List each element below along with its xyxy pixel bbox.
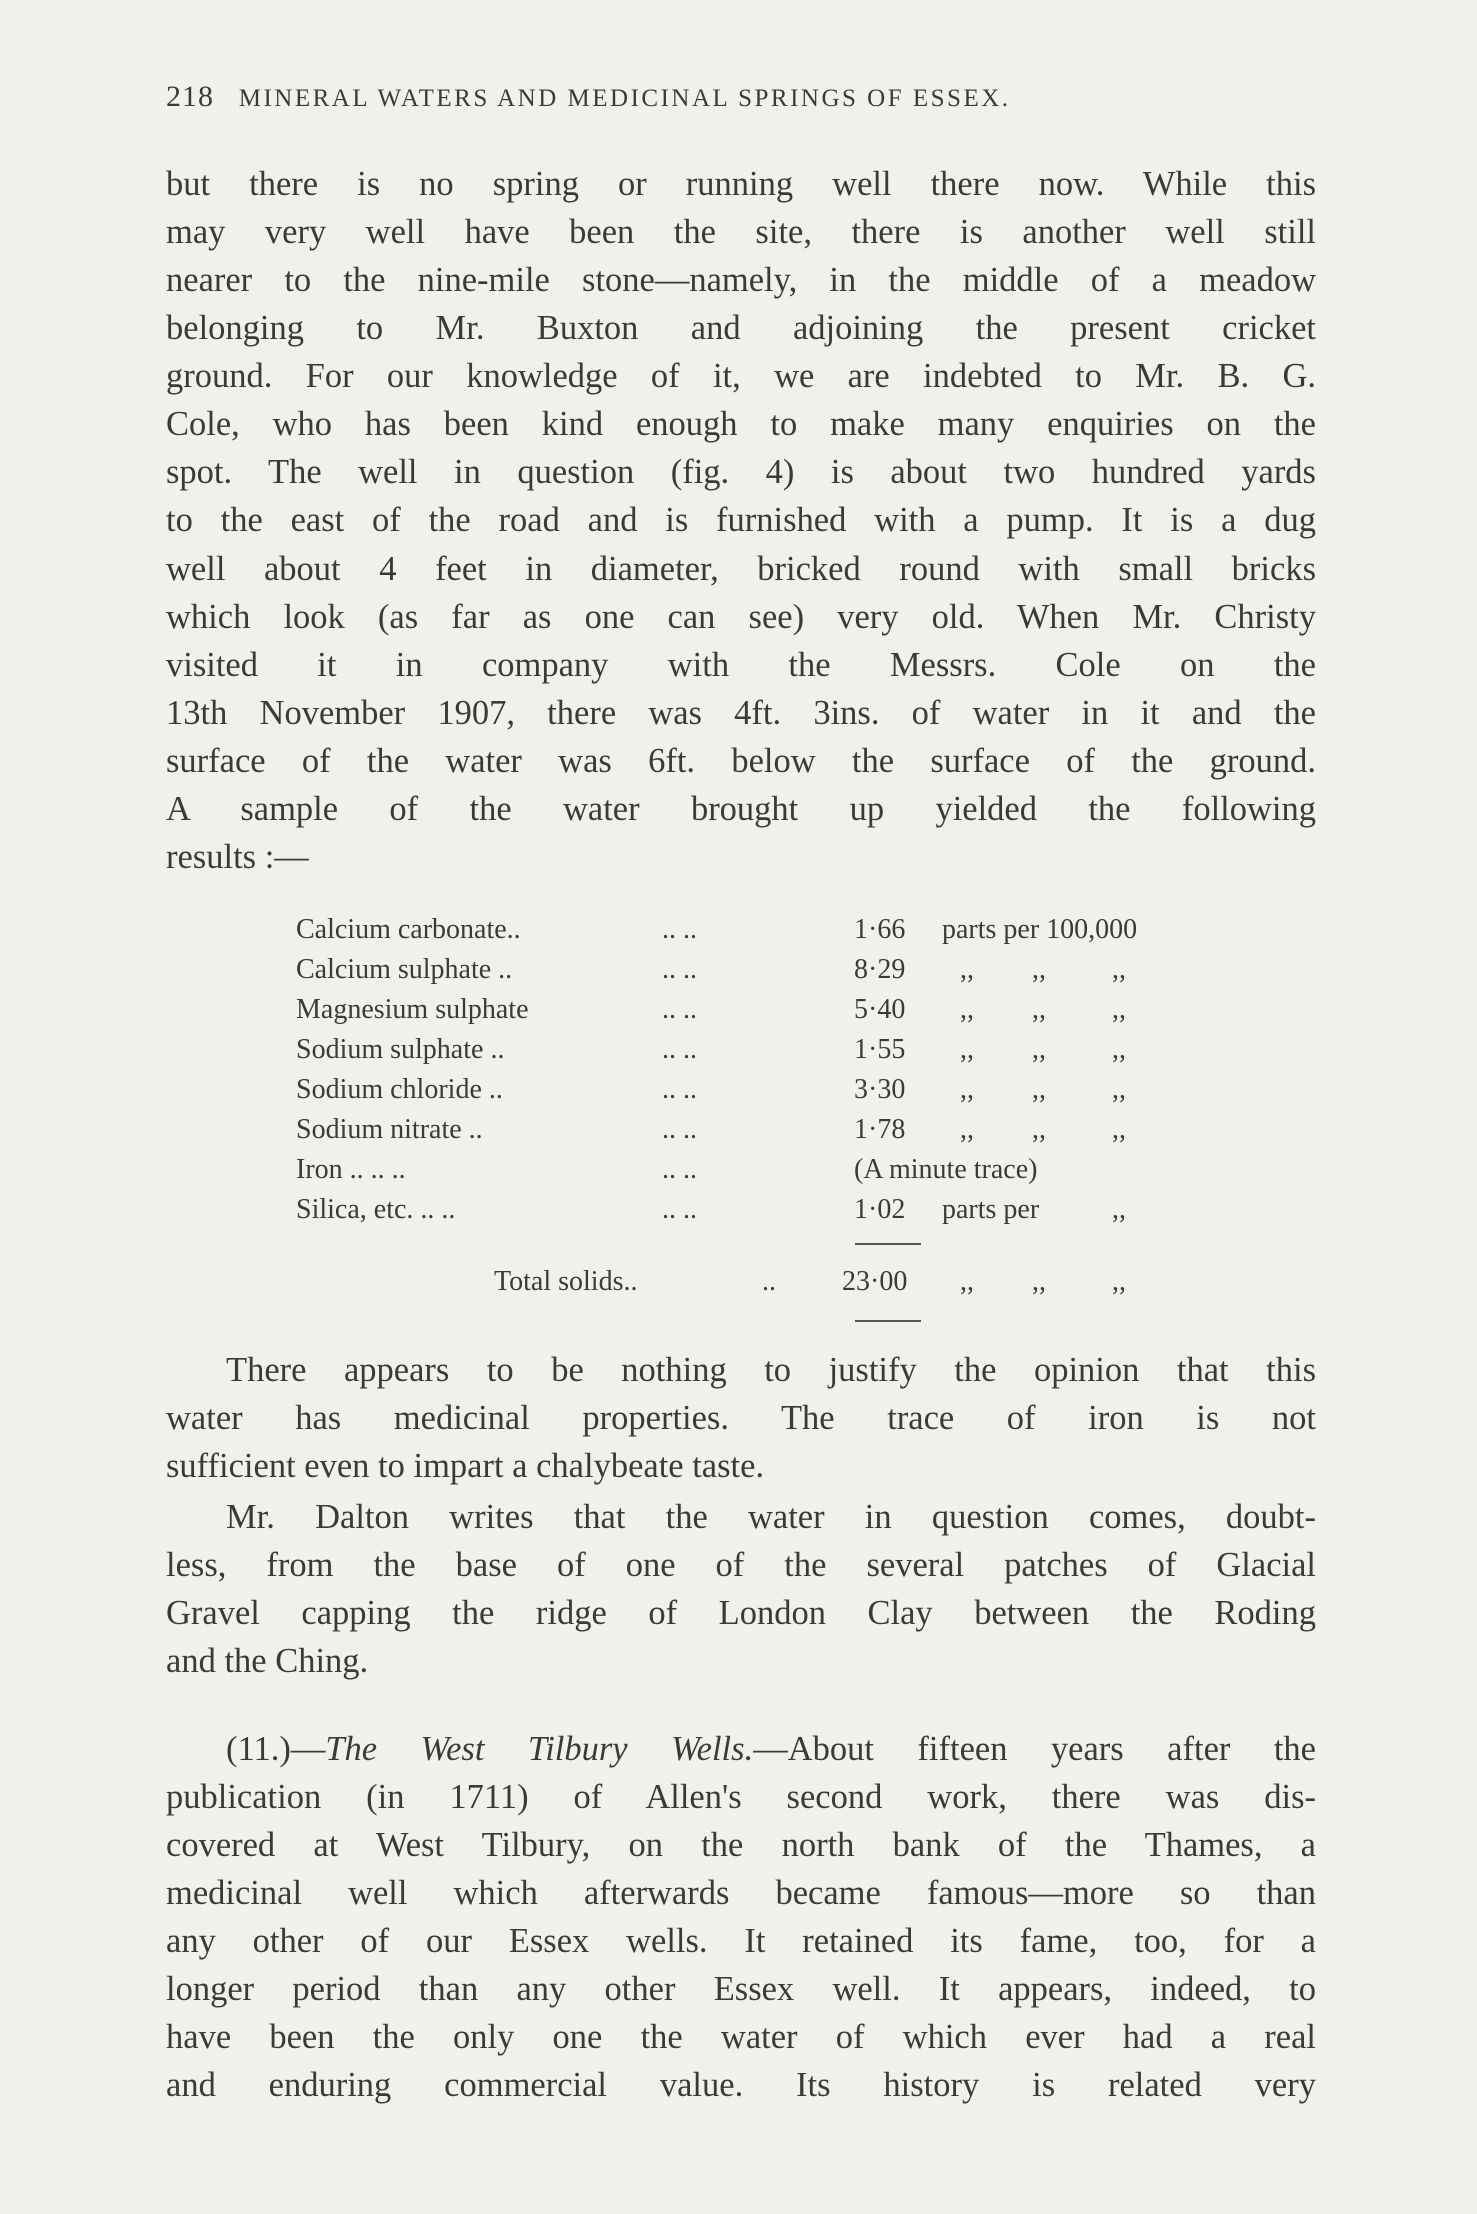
leader-dots: .. .. xyxy=(662,1114,697,1145)
ditto-mark: ,, xyxy=(960,994,974,1025)
running-title: MINERAL WATERS AND MEDICINAL SPRINGS OF ESSEX. xyxy=(238,85,1011,112)
ditto-mark: ,, xyxy=(1032,1114,1046,1145)
sum-rule xyxy=(855,1243,921,1245)
text-line: to the east of the road and is furnished with a pump. It is a dug xyxy=(166,501,1316,539)
ditto-mark: ,, xyxy=(1032,954,1046,985)
page-number: 218 xyxy=(166,80,214,113)
constituent-value: 1·66 xyxy=(854,914,906,945)
text-line: results :— xyxy=(166,838,309,876)
unit-label: parts per 100,000 xyxy=(942,914,1138,945)
text-run: —About fifteen years after the xyxy=(753,1730,1316,1768)
text-line: sufficient even to impart a chalybeate taste. xyxy=(166,1447,765,1485)
section-number: (11.)— xyxy=(226,1730,326,1768)
ditto-mark: ,, xyxy=(1032,1034,1046,1065)
text-line: A sample of the water brought up yielded the following xyxy=(166,790,1316,828)
section-heading-line xyxy=(226,1725,1316,1773)
constituent-name: Silica, etc. .. .. xyxy=(296,1194,456,1225)
text-line: medicinal well which afterwards became famous—more so than xyxy=(166,1874,1316,1912)
constituent-value: 5·40 xyxy=(854,994,906,1025)
running-head xyxy=(166,80,1316,114)
constituent-name: Calcium sulphate .. xyxy=(296,954,513,985)
ditto-mark: ,, xyxy=(960,1074,974,1105)
constituent-value: 3·30 xyxy=(854,1074,906,1105)
ditto-mark: ,, xyxy=(1112,954,1126,985)
leader-dots: .. .. xyxy=(662,1194,697,1225)
text-line: well about 4 feet in diameter, bricked round with small bricks xyxy=(166,550,1316,588)
leader-dots: .. .. xyxy=(662,954,697,985)
constituent-value: 1·78 xyxy=(854,1114,906,1145)
constituent-name: Sodium chloride .. xyxy=(296,1074,503,1105)
constituent-name: Iron .. .. .. xyxy=(296,1154,406,1185)
text-line: ground. For our knowledge of it, we are indebted to Mr. B. G. xyxy=(166,357,1316,395)
leader-dots: .. .. xyxy=(662,1074,697,1105)
ditto-mark: ,, xyxy=(960,1034,974,1065)
ditto-mark: ,, xyxy=(1112,1034,1126,1065)
ditto-mark: ,, xyxy=(1112,1194,1126,1225)
constituent-name: Sodium nitrate .. xyxy=(296,1114,483,1145)
unit-label: parts per xyxy=(942,1194,1040,1225)
text-line: nearer to the nine-mile stone—namely, in the middle of a meadow xyxy=(166,261,1316,299)
text-line: 13th November 1907, there was 4ft. 3ins. of water in it and the xyxy=(166,694,1316,732)
leader-dots: .. .. xyxy=(662,914,697,945)
total-label: Total solids.. xyxy=(494,1266,638,1297)
leader-dots: .. .. xyxy=(662,1154,697,1185)
text-line: have been the only one the water of which ever had a real xyxy=(166,2018,1316,2056)
ditto-mark: ,, xyxy=(1112,1266,1126,1297)
text-line: and the Ching. xyxy=(166,1642,369,1680)
constituent-name: Calcium carbonate.. xyxy=(296,914,521,945)
text-line: water has medicinal properties. The trace of iron is not xyxy=(166,1399,1316,1437)
text-line: publication (in 1711) of Allen's second work, there was dis- xyxy=(166,1778,1316,1816)
text-line: any other of our Essex wells. It retained its fame, too, for a xyxy=(166,1922,1316,1960)
constituent-value: (A minute trace) xyxy=(854,1154,1038,1185)
ditto-mark: ,, xyxy=(960,1114,974,1145)
leader-dots: .. .. xyxy=(662,1034,697,1065)
text-line: visited it in company with the Messrs. Cole on the xyxy=(166,646,1316,684)
text-line: Mr. Dalton writes that the water in question comes, doubt- xyxy=(226,1498,1316,1536)
text-line: which look (as far as one can see) very old. When Mr. Christy xyxy=(166,598,1316,636)
ditto-mark: ,, xyxy=(1032,1074,1046,1105)
text-line: longer period than any other Essex well. It appears, indeed, to xyxy=(166,1970,1316,2008)
ditto-mark: ,, xyxy=(1112,994,1126,1025)
text-line: and enduring commercial value. Its history is related very xyxy=(166,2066,1316,2104)
text-line: covered at West Tilbury, on the north bank of the Thames, a xyxy=(166,1826,1316,1864)
text-line: may very well have been the site, there is another well still xyxy=(166,213,1316,251)
constituent-value: 1·02 xyxy=(854,1194,906,1225)
sum-rule xyxy=(855,1320,921,1322)
text-line: Cole, who has been kind enough to make many enquiries on the xyxy=(166,405,1316,443)
ditto-mark: ,, xyxy=(1032,1266,1046,1297)
total-value: 23·00 xyxy=(842,1266,908,1297)
ditto-mark: ,, xyxy=(960,954,974,985)
leader-dots: .. .. xyxy=(662,994,697,1025)
text-line: surface of the water was 6ft. below the surface of the ground. xyxy=(166,742,1316,780)
ditto-mark: ,, xyxy=(1112,1074,1126,1105)
constituent-value: 1·55 xyxy=(854,1034,906,1065)
ditto-mark: ,, xyxy=(960,1266,974,1297)
constituent-name: Sodium sulphate .. xyxy=(296,1034,505,1065)
constituent-value: 8·29 xyxy=(854,954,906,985)
text-line: There appears to be nothing to justify the opinion that this xyxy=(226,1351,1316,1389)
text-line: Gravel capping the ridge of London Clay between the Roding xyxy=(166,1594,1316,1632)
section-title: The West Tilbury Wells. xyxy=(325,1730,754,1768)
text-line: belonging to Mr. Buxton and adjoining the present cricket xyxy=(166,309,1316,347)
leader-dots: .. xyxy=(762,1266,776,1297)
text-line: spot. The well in question (fig. 4) is about two hundred yards xyxy=(166,453,1316,491)
text-line: less, from the base of one of the several patches of Glacial xyxy=(166,1546,1316,1584)
text-line: but there is no spring or running well there now. While this xyxy=(166,165,1316,203)
ditto-mark: ,, xyxy=(1112,1114,1126,1145)
constituent-name: Magnesium sulphate xyxy=(296,994,529,1025)
ditto-mark: ,, xyxy=(1032,994,1046,1025)
